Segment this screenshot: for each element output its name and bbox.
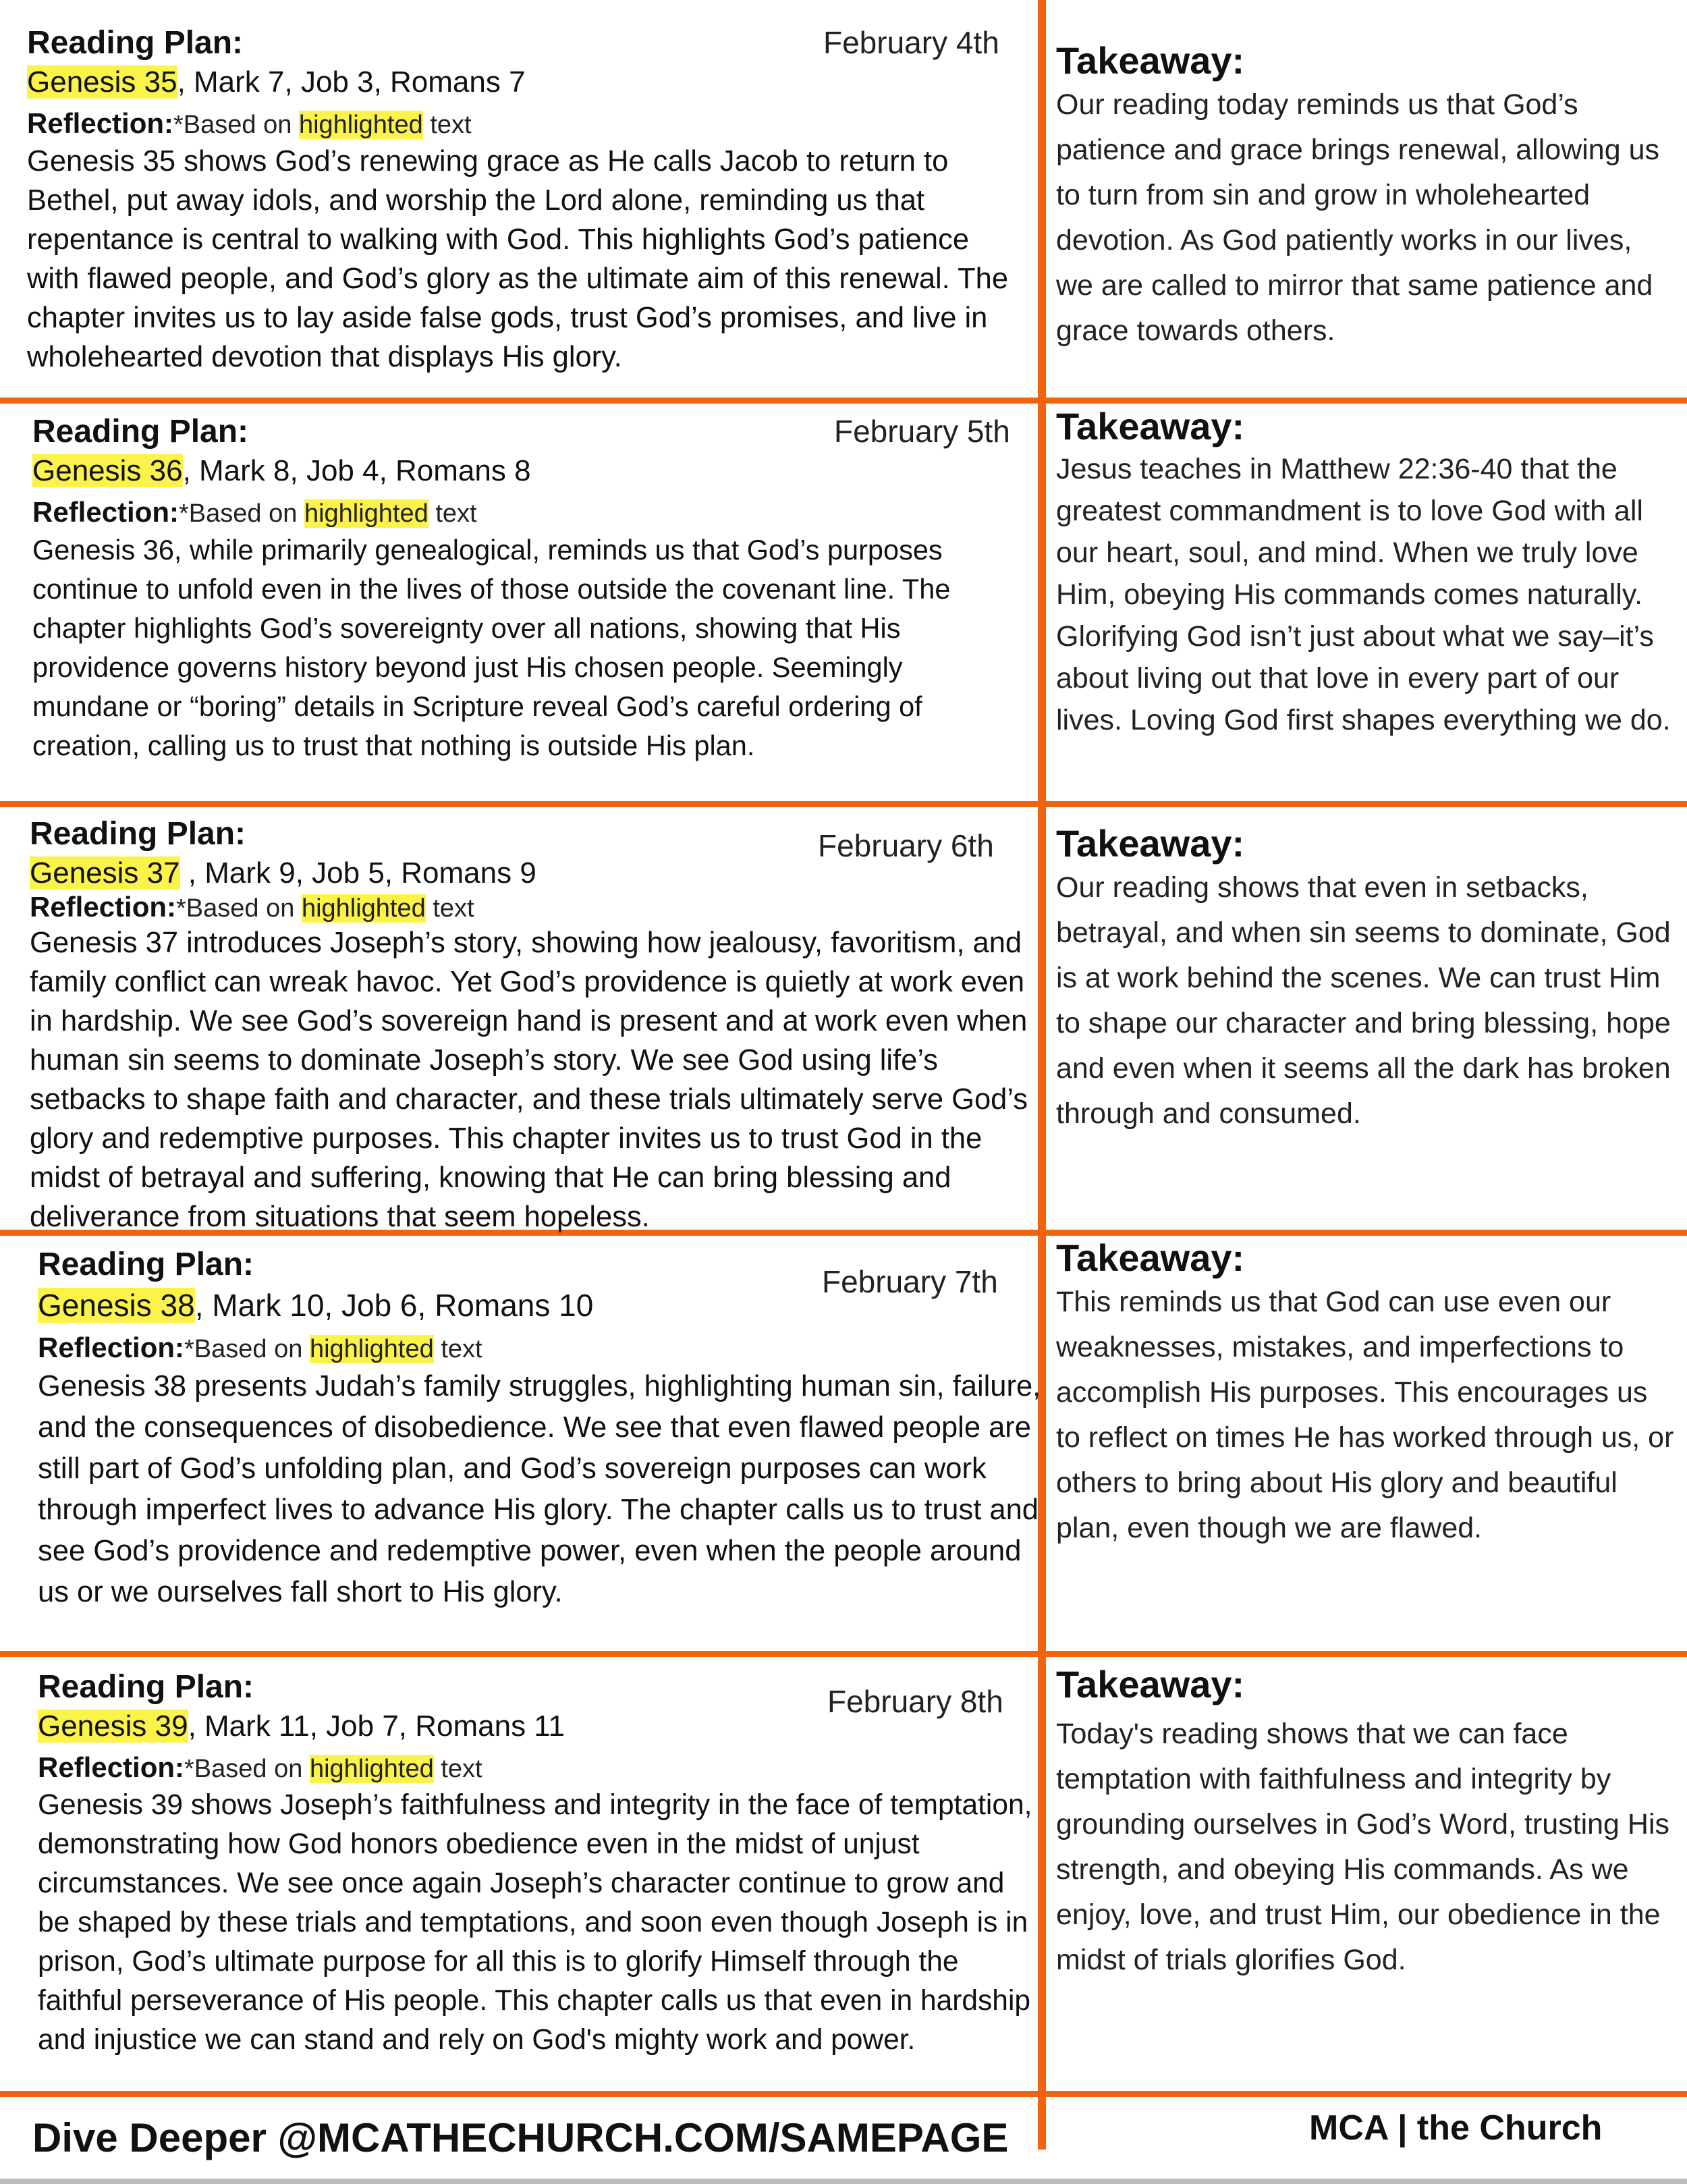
- date-label: February 5th: [834, 414, 1010, 449]
- takeaway-body: Our reading shows that even in setbacks, betrayal, and when sin seems to dominate, God is at work behind the scenes. We can trust Him to shape our character and bring blessing, hope and even when it seems all the dark has broken through and consumed.: [1056, 871, 1671, 1130]
- takeaway-heading: Takeaway:: [1056, 822, 1245, 865]
- reflection-note-end: text: [425, 894, 474, 923]
- reflection-body: Genesis 38 presents Judah’s family struggles, highlighting human sin, failure, and the consequences of disobedience. We see that even flawed people are still part of God’s unfolding plan, and God’s sovereign purposes can work through imperfect lives to advance His glory. The chapter calls us to trust and see God’s providence and redemptive power, even when the people around us or we ourselves fall short to His glory.: [38, 1370, 1041, 1608]
- reflection-note: *Based on: [173, 111, 299, 139]
- reflection-label: Reflection:: [30, 891, 177, 923]
- takeaway-section: [1056, 1663, 1677, 1983]
- scripture-references: [27, 63, 1039, 101]
- brand-logo: MCA | the Church: [1309, 2108, 1603, 2148]
- reflection-note-end: text: [433, 1755, 482, 1783]
- reflection-label: Reflection:: [38, 1332, 185, 1363]
- takeaway-body: This reminds us that God can use even our weaknesses, mistakes, and imperfections to accomplish His purposes. This encourages us to reflect on times He has worked through us, or others to bring about His glory and beautiful plan, even though we are flawed.: [1056, 1286, 1674, 1544]
- reflection-label: Reflection:: [38, 1751, 185, 1783]
- other-references: , Mark 8, Job 4, Romans 8: [182, 454, 531, 487]
- reading-plan-section: [38, 1668, 1050, 2060]
- reflection-body: Genesis 36, while primarily genealogical, reminds us that God’s purposes continue to unfold even in the lives of those outside the covenant line. The chapter highlights God’s sovereignty over all nations, showing that His providence governs history beyond just His chosen people. Seemingly mundane or “boring” details in Scripture reveal God’s careful ordering of creation, calling us to trust that nothing is outside His plan.: [32, 534, 951, 761]
- takeaway-heading: Takeaway:: [1056, 39, 1245, 82]
- other-references: , Mark 10, Job 6, Romans 10: [194, 1288, 594, 1323]
- takeaway-body: Our reading today reminds us that God’s patience and grace brings renewal, allowing us to turn from sin and grow in wholehearted devotion. As God patiently works in our lives, we are called to mirror that same patience and grace towards others.: [1056, 88, 1659, 347]
- other-references: , Mark 9, Job 5, Romans 9: [179, 856, 536, 890]
- reading-plan-heading: Reading Plan:: [38, 1247, 254, 1282]
- dive-deeper-link: Dive Deeper @MCATHECHURCH.COM/SAMEPAGE: [32, 2115, 1009, 2160]
- takeaway-section: [1056, 39, 1677, 354]
- highlighted-reference: Genesis 38: [38, 1288, 195, 1323]
- takeaway-section: [1056, 1236, 1677, 1551]
- takeaway-section: [1056, 405, 1677, 741]
- other-references: , Mark 11, Job 7, Romans 11: [188, 1710, 565, 1743]
- reflection-note-highlight: highlighted: [301, 894, 426, 923]
- takeaway-body: Today's reading shows that we can face temptation with faithfulness and integrity by grounding ourselves in God’s Word, trusting His strength, and obeying His commands. As we enjoy, love, and trust Him, our obedience in the midst of trials glorifies God.: [1056, 1718, 1670, 1976]
- reflection-note-end: text: [428, 499, 477, 528]
- reflection-note: *Based on: [184, 1755, 310, 1783]
- reflection-note-highlight: highlighted: [309, 1335, 434, 1363]
- reading-plan-section: [32, 413, 1045, 765]
- reading-plan-heading: Reading Plan:: [27, 25, 244, 61]
- bottom-rule: [0, 2179, 1687, 2184]
- reflection-body: Genesis 35 shows God’s renewing grace as He calls Jacob to return to Bethel, put away idols, and worship the Lord alone, reminding us that repentance is central to walking with God. This highlights God’s patience with flawed people, and God’s glory as the ultimate aim of this renewal. The chapter invites us to lay aside false gods, trust God’s promises, and live in wholehearted devotion that displays His glory.: [27, 145, 1009, 373]
- reading-plan-heading: Reading Plan:: [32, 414, 249, 449]
- reflection-label: Reflection:: [32, 496, 179, 528]
- reflection-label-line: [38, 1751, 1050, 1786]
- reading-plan-heading: Reading Plan:: [30, 816, 246, 852]
- takeaway-body: Jesus teaches in Matthew 22:36-40 that the greatest commandment is to love God with all our heart, soul, and mind. When we truly love Him, obeying His commands comes naturally. Glorifying God isn’t just about what we say–it’s about living out that love in every part of our lives. Loving God first shapes everything we do.: [1056, 453, 1671, 736]
- date-label: February 7th: [822, 1264, 998, 1299]
- scripture-references: [32, 452, 1045, 490]
- highlighted-reference: Genesis 37: [30, 856, 180, 890]
- date-label: February 4th: [823, 25, 999, 60]
- reflection-note: *Based on: [176, 894, 302, 923]
- reflection-label-line: [32, 495, 1045, 530]
- reflection-note: *Based on: [179, 499, 304, 528]
- reflection-label: Reflection:: [27, 107, 174, 139]
- reflection-label-line: [30, 892, 1042, 923]
- reading-plan-heading: Reading Plan:: [38, 1669, 254, 1705]
- highlighted-reference: Genesis 36: [32, 454, 183, 487]
- takeaway-heading: Takeaway:: [1056, 1236, 1245, 1279]
- section-divider: [0, 1651, 1687, 1657]
- reflection-note-end: text: [433, 1335, 482, 1363]
- reflection-label-line: [27, 107, 1039, 142]
- section-divider: [0, 398, 1687, 404]
- reflection-body: Genesis 39 shows Joseph’s faithfulness and integrity in the face of temptation, demonstrating how God honors obedience even in the midst of unjust circumstances. We see once again Joseph’s character continue to grow and be shaped by these trials and temptations, and soon even though Joseph is in prison, God’s ultimate purpose for all this is to glorify Himself through the faithful perseverance of His people. This chapter calls us that even in hardship and injustice we can stand and rely on God's mighty work and power.: [38, 1789, 1032, 2056]
- section-divider: [0, 2091, 1687, 2097]
- highlighted-reference: Genesis 35: [27, 65, 177, 99]
- reflection-note-highlight: highlighted: [304, 499, 428, 528]
- takeaway-heading: Takeaway:: [1056, 405, 1245, 447]
- other-references: , Mark 7, Job 3, Romans 7: [177, 65, 526, 99]
- reflection-body: Genesis 37 introduces Joseph’s story, showing how jealousy, favoritism, and family conflict can wreak havoc. Yet God’s providence is quietly at work even in hardship. We see God’s sovereign hand is present and at work even when human sin seems to dominate Joseph’s story. We see God using life’s setbacks to shape faith and character, and these trials ultimately serve God’s glory and redemptive purposes. This chapter invites us to trust God in the midst of betrayal and suffering, knowing that He can bring blessing and deliverance from situations that seem hopeless.: [30, 927, 1028, 1233]
- reflection-label-line: [38, 1331, 1050, 1366]
- reflection-note: *Based on: [184, 1335, 310, 1363]
- highlighted-reference: Genesis 39: [38, 1710, 188, 1743]
- date-label: February 6th: [818, 828, 994, 863]
- reading-plan-section: [27, 24, 1039, 377]
- section-divider: [0, 801, 1687, 807]
- date-label: February 8th: [827, 1684, 1003, 1719]
- takeaway-section: [1056, 822, 1677, 1137]
- takeaway-heading: Takeaway:: [1056, 1663, 1245, 1705]
- reading-plan-section: [38, 1246, 1050, 1613]
- reading-plan-section: [30, 815, 1042, 1236]
- reflection-note-end: text: [422, 111, 472, 139]
- reflection-note-highlight: highlighted: [298, 111, 423, 139]
- reflection-note-highlight: highlighted: [309, 1755, 434, 1783]
